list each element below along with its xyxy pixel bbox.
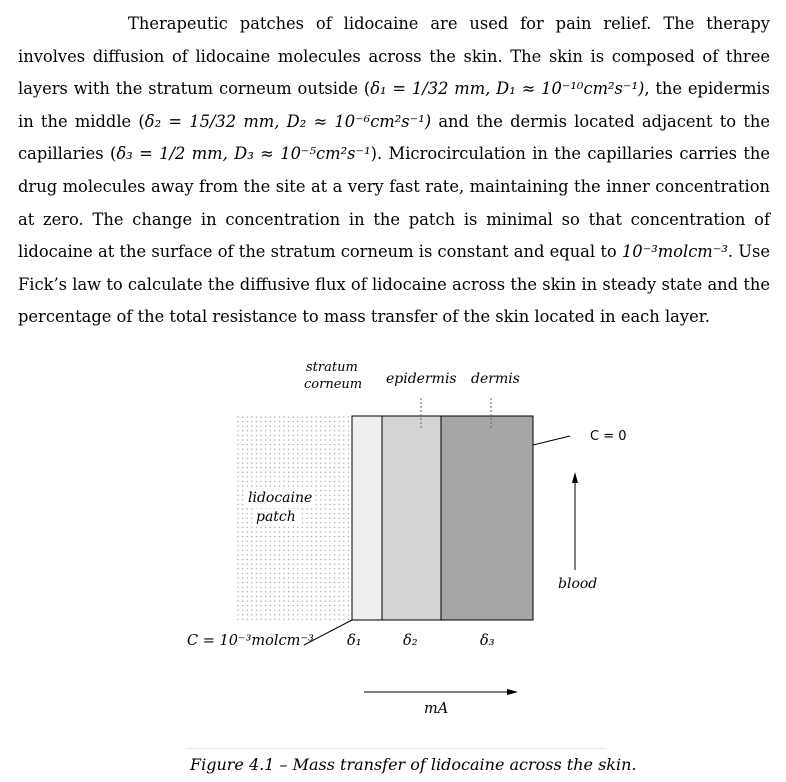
paragraph-intro: Therapeutic patches of lidocaine are used for pain relief. The therapy involves diffusion of lidocaine molecules across the skin. The skin is composed of three layers with the stratum corneum outside ( bbox=[18, 14, 770, 99]
layer3-params: δ₃ = 1/2 mm, D₃ ≈ 10⁻⁵cm²s⁻¹ bbox=[116, 144, 371, 164]
label-delta1: δ₁ bbox=[347, 633, 362, 649]
surface-concentration: 10⁻³molcm⁻³ bbox=[621, 242, 728, 262]
problem-paragraph bbox=[18, 8, 770, 334]
figure-caption: Figure 4.1 – Mass transfer of lidocaine across the skin. bbox=[190, 755, 637, 774]
label-delta3: δ₃ bbox=[480, 633, 495, 649]
label-c-zero: C = 0 bbox=[590, 429, 627, 444]
label-flux: mA bbox=[424, 701, 449, 717]
paragraph-question: . Use Fick’s law to calculate the diffusive flux of lidocaine across the skin in steady state and the percentage of the total resistance to mass transfer of the skin located in each layer. bbox=[18, 242, 770, 327]
label-corneum: corneum bbox=[304, 377, 363, 392]
label-patch: patch bbox=[253, 509, 299, 525]
c-zero-pointer bbox=[533, 436, 570, 445]
dermis-layer bbox=[441, 416, 533, 620]
label-delta2: δ₂ bbox=[403, 633, 418, 649]
blood-arrowhead bbox=[572, 472, 578, 483]
label-blood: blood bbox=[558, 576, 598, 592]
paragraph-conditions: ). Microcirculation in the capillaries carries the drug molecules away from the site at a very fast rate, maintaining the inner concentration at zero. The change in concentration in the patch is minimal so that concentration of lidocaine at the surface of the stratum corneum is constant and equal to bbox=[18, 144, 770, 262]
label-dermis: dermis bbox=[471, 371, 520, 387]
skin-diagram bbox=[0, 340, 786, 782]
label-epidermis: epidermis bbox=[386, 371, 457, 387]
label-lidocaine: lidocaine bbox=[245, 490, 315, 506]
caption-underline bbox=[186, 748, 606, 749]
layer2-params: δ₂ = 15/32 mm, D₂ ≈ 10⁻⁶cm²s⁻¹) bbox=[144, 111, 432, 131]
flux-arrowhead bbox=[507, 689, 518, 695]
label-c-surface: C = 10⁻³molcm⁻³ bbox=[187, 633, 314, 649]
stratum-corneum-layer bbox=[352, 416, 382, 620]
paragraph-dermis: and the dermis located adjacent to the capillaries ( bbox=[18, 111, 770, 164]
epidermis-layer bbox=[382, 416, 441, 620]
paragraph-epidermis: , the epidermis in the middle ( bbox=[18, 79, 770, 131]
label-stratum: stratum bbox=[306, 360, 358, 375]
skin-diagram-figure bbox=[0, 340, 786, 782]
layer1-params: δ₁ = 1/32 mm, D₁ ≈ 10⁻¹⁰cm²s⁻¹) bbox=[370, 79, 645, 99]
